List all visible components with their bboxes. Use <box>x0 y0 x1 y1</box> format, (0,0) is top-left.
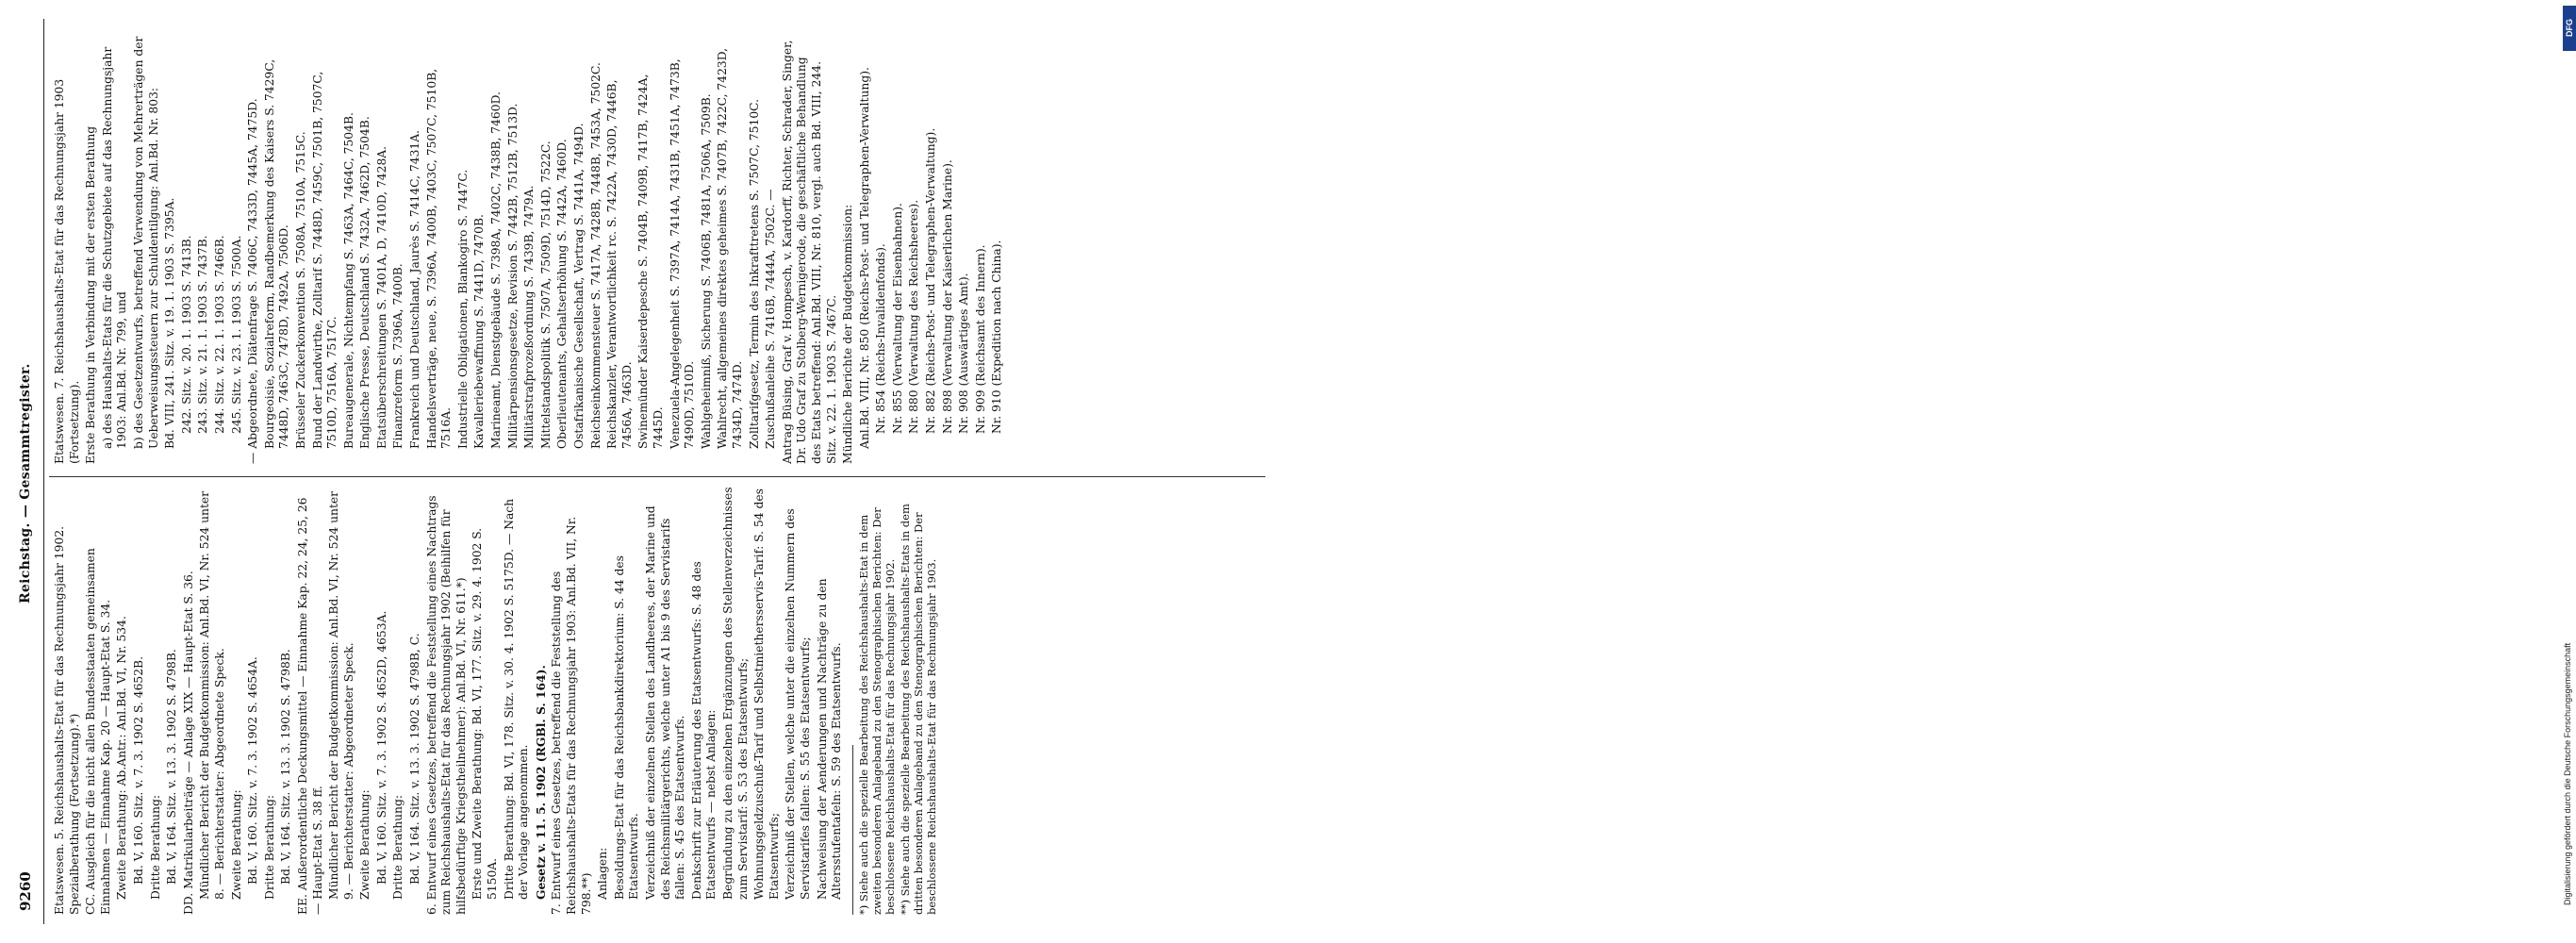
register-entry: Anlagen: <box>596 847 610 900</box>
register-entry: Wohnungsgeldzuschuß-Tarif und Selbstmiethersservis-Tarif: S. 54 des Etatsentwurfs; <box>752 488 781 900</box>
register-entry: Bd. V, 164. Sitz. v. 13. 3. 1902 S. 4798B. <box>165 649 179 885</box>
register-entry: Antrag Büsing, Graf v. Hompesch, v. Kardorff, Richter, Schrader, Singer, Dr. Udo Graf zu Stolberg-Wernigerode, die geschäftliche Behandlung des Etats betreffend: Anl.Bd. VIII, Nr. 810, vergl. auch Bd. VIII, 244. Sitz. v. 22. 1. 1903 S. 7467C. <box>780 40 838 464</box>
register-entry: Zolltarifgesetz, Termin des Inkrafttretens S. 7507C, 7510C. <box>747 98 761 449</box>
register-entry: Denkschrift zur Erläuterung des Etatsentwurfs: S. 48 des Etatsentwurfs — nebst Anlagen: <box>689 561 718 900</box>
register-entry: Mündlicher Bericht der Budgetkommission: Anl.Bd. VI, Nr. 524 unter 8. — Berichterstatter: Abgeordnete Speck. <box>198 490 226 900</box>
register-entry: Militärpensionsgesetze, Revision S. 7442B, 7512B, 7513D. <box>505 103 520 449</box>
register-entry: Swinemünder Kaiserdepesche S. 7404B, 7409B, 7417B, 7424A, 7445D. <box>636 74 665 449</box>
register-entry: Bund der Landwirthe, Zolltarif S. 7448D, 7459C, 7501B, 7507C, 7510D, 7516A, 7517C. <box>310 71 339 449</box>
register-entry: Mittelstandspolitik S. 7507A, 7509D, 7514D, 7522C. <box>538 141 553 449</box>
register-entry: Bourgeoisie, Sozialreform, Randbemerkung des Kaisers S. 7429C, 7448D, 7463C, 7478D, 7492A, 7506D. <box>262 58 291 449</box>
register-entry: Etatswesen. 5. Reichshaushalts-Etat für das Rechnungsjahr 1902. Spezialberathung (Fortsetzung).*) <box>53 525 81 915</box>
register-entry: Kavalleriebewaffnung S. 7441D, 7470B. <box>472 214 487 449</box>
register-entry: Mündliche Berichte der Budgetkommission: <box>841 204 855 464</box>
register-entry: Frankreich und Deutschland, Jaurès S. 7414C, 7431A. <box>408 129 422 449</box>
register-entry: Finanzreform S. 7396A, 7400B. <box>391 263 405 449</box>
register-entry: Venezuela-Angelegenheit S. 7397A, 7414A, 7431B, 7451A, 7473B, 7490D, 7510D. <box>668 58 697 449</box>
register-entry: Zuschußanleihe S. 7416B, 7444A, 7502C. — <box>764 189 778 449</box>
register-entry: Bd. V, 160. Sitz. v. 7. 3. 1902 S. 4652D, 4653A. <box>374 610 388 885</box>
register-entry: Verzeichniß der Stellen, welche unter die einzelnen Nummern des Servistarifes fallen: S. 55 des Etatsentwurfs; <box>784 508 812 900</box>
register-entry: Dritte Berathung: <box>148 795 162 900</box>
footnotes <box>857 486 938 915</box>
right-column <box>53 35 1269 464</box>
register-entry: Militärstrafprozeßordnung S. 7439B, 7479A. <box>522 185 537 449</box>
register-entry: Brüsseler Zuckerkonvention S. 7508A, 7510A, 7515C. <box>293 131 307 449</box>
register-entry: Wahlrecht, allgemeines direktes geheimes S. 7407B, 7422C, 7423D, 7434D, 7474D. <box>716 47 744 449</box>
register-entry: Reichseinkommensteuer S. 7417A, 7428B, 7448B, 7453A, 7502C. <box>588 62 603 449</box>
register-entry: Nr. 854 (Reichs-Invalidenfonds). <box>874 243 888 434</box>
register-entry: 244. Sitz. v. 22. 1. 1903 S. 7466B. <box>212 235 226 434</box>
register-entry: 7. Entwurf eines Gesetzes, betreffend die Feststellung des Reichshaushalts-Etats für das Rechnungsjahr 1903: Anl.Bd. VII, Nr. 798.**) <box>550 516 593 915</box>
right-entries <box>53 35 1005 464</box>
footnote-separator <box>852 745 853 915</box>
register-entry: Dritte Berathung: Bd. VI, 178. Sitz. v. 30. 4. 1902 S. 5175D. — Nach der Vorlage angenommen. <box>502 498 531 900</box>
register-entry: b) des Gesetzentwurfs, betreffend Verwendung von Mehrerträgen der Ueberweisungssteuern zur Schuldentilgung: Anl.Bd. Nr. 803: <box>131 36 160 449</box>
document-page <box>15 19 1279 924</box>
register-entry: Verzeichniß der einzelnen Stellen des Landheeres, der Marine und des Reichsmilitärgerichts, welche unter A1 bis 9 des Servistarifs fallen: S. 45 des Etatsentwurfs. <box>643 505 687 900</box>
register-entry: 243. Sitz. v. 21. 1. 1903 S. 7437B. <box>196 235 210 434</box>
register-entry: Nr. 898 (Verwaltung der Kaiserlichen Marine). <box>940 159 954 434</box>
register-entry: CC. Ausgleich für die nicht allen Bundesstaaten gemeinsamen Einnahmen — Einnahme Kap. 20 — Haupt-Etat S. 34. <box>84 548 112 915</box>
digitization-sidebar <box>1275 0 2574 943</box>
register-entry: Bd. V, 160. Sitz. v. 7. 3. 1902 S. 4654A. <box>246 656 260 885</box>
dfg-logo: DFG <box>2563 6 2576 51</box>
footnote: **) Siehe auch die spezielle Bearbeitung des Reichshaushalts-Etats in dem dritten besonderen Anlageband zu den Stenographischen Berichten: Der beschlossene Reichshaushalts-Etat für das Rechnungsjahr 1903. <box>898 504 938 915</box>
register-entry: Etatsüberschreitungen S. 7401A, D, 7410D, 7428A. <box>374 145 388 449</box>
register-entry: Nr. 910 (Expedition nach China). <box>990 240 1004 434</box>
register-entry: Industrielle Obligationen, Blankogiro S. 7447C. <box>455 169 470 449</box>
register-entry: DD. Matrikularbeiträge — Anlage XIX — Haupt-Etat S. 36. <box>181 571 195 915</box>
register-entry: Nr. 908 (Auswärtiges Amt). <box>957 273 971 434</box>
register-entry: Nr. 882 (Reichs-Post- und Telegraphen-Verwaltung). <box>924 127 938 434</box>
register-entry: Zweite Berathung: <box>358 789 372 900</box>
page-number: 9260 <box>17 871 34 911</box>
register-entry: Wahlgeheimniß, Sicherung S. 7406B, 7481A, 7506A, 7509B. <box>699 93 713 449</box>
register-entry: Anl.Bd. VIII, Nr. 850 (Reichs-Post- und Telegraphen-Verwaltung). <box>857 67 871 449</box>
register-entry: Bureaugenerale, Nichtempfang S. 7463A, 7464C, 7504B. <box>341 112 355 449</box>
register-entry: EE. Außerordentliche Deckungsmittel — Einnahme Kap. 22, 24, 25, 26 — Haupt-Etat S. 38 ff. <box>295 497 324 915</box>
register-entry: Ostafrikanische Gesellschaft, Vertrag S. 7441A, 7494D. <box>572 123 586 449</box>
register-entry: Dritte Berathung: <box>262 795 276 900</box>
register-entry: Erste und Zweite Berathung: Bd. VI, 177. Sitz. v. 29. 4. 1902 S. 5150A. <box>471 527 500 900</box>
register-entry: Begründung zu den einzelnen Ergänzungen des Stellenverzeichnisses zum Servistarif: S. 53 des Etatsentwurfs; <box>720 487 750 900</box>
register-entry: Marineamt, Dienstgebäude S. 7398A, 7402C, 7438B, 7460D. <box>489 91 504 449</box>
register-entry: Bd. VIII, 241. Sitz. v. 19. 1. 1903 S. 7395A. <box>163 197 177 449</box>
dfg-funding-note: Digitalisierung gefördert durch die Deutsche Forschungsgemeinschaft <box>2563 642 2572 905</box>
register-entry: Nachweisung der Aenderungen und Nachträge zu den Altersstufentafeln: S. 59 des Etatsentwurfs. <box>815 578 844 900</box>
register-entry: 6. Entwurf eines Gesetzes, betreffend die Feststellung eines Nachtrags zum Reichshaushalts-Etat für das Rechnungsjahr 1902 (Beihilfen für hilfsbedürftige Kriegstheilnehmer): Anl.Bd. VI, Nr. 611.*) <box>424 495 468 915</box>
register-entry: Besoldungs-Etat für das Reichsbankdirektorium: S. 44 des Etatsentwurfs. <box>612 555 641 900</box>
register-entry: Nr. 909 (Reichsamt des Innern). <box>973 244 987 434</box>
left-entries <box>53 486 845 915</box>
register-entry: a) des Haushalts-Etats für die Schutzgebiete auf das Rechnungsjahr 1903: Anl.Bd. Nr. 799, und <box>100 46 129 449</box>
footnote: *) Siehe auch die spezielle Bearbeitung des Reichshaushalts-Etat in dem zweiten besonderen Anlageband zu den Stenographischen Berichten: Der beschlossene Reichshaushalts-Etat für das Rechnungsjahr 1902. <box>856 507 897 915</box>
register-entry: Gesetz v. 11. 5. 1902 (RGBl. S. 164). <box>533 665 548 900</box>
register-entry: Oberlieutenants, Gehaltserhöhung S. 7442A, 7460D. <box>555 139 570 449</box>
register-entry: Handelsverträge, neue, S. 7396A, 7400B, 7403C, 7507C, 7510B, 7516A. <box>424 68 454 449</box>
left-column <box>53 486 1269 915</box>
page-header <box>15 19 44 924</box>
register-entry: Bd. V, 160. Sitz. v. 7. 3. 1902 S. 4652B. <box>131 656 145 885</box>
register-entry: 245. Sitz. v. 23. 1. 1903 S. 7500A. <box>229 235 243 434</box>
register-entry: Nr. 855 (Verwaltung der Eisenbahnen). <box>890 203 904 434</box>
register-entry: 242. Sitz. v. 20. 1. 1903 S. 7413B. <box>179 235 193 434</box>
register-entry: Zweite Berathung: Ab.Antr.: Anl.Bd. VI, Nr. 534. <box>115 616 129 900</box>
register-entry: Englische Presse, Deutschland S. 7432A, 7462D, 7504B. <box>358 116 372 449</box>
register-entry: Nr. 880 (Verwaltung des Reichsheeres). <box>907 199 921 434</box>
register-entry: — Abgeordnete, Diätenfrage S. 7406C, 7433D, 7445A, 7475D. <box>246 98 260 464</box>
register-entry: Bd. V, 164. Sitz. v. 13. 3. 1902 S. 4798B, C. <box>408 633 422 885</box>
register-entry: Reichskanzler, Verantwortlichkeit rc. S. 7422A, 7430D, 7446B, 7456A, 7463D. <box>605 79 634 449</box>
register-entry: Etatswesen. 7. Reichshaushalts-Etat für das Rechnungsjahr 1903 (Fortsetzung). <box>53 78 81 464</box>
register-entry: Bd. V, 164. Sitz. v. 13. 3. 1902 S. 4798B. <box>279 649 293 885</box>
register-entry: Zweite Berathung: <box>229 789 243 900</box>
register-entry: Erste Berathung in Verbindung mit der ersten Berathung <box>84 125 98 464</box>
running-title: Reichstag. — Gesammtregister. <box>18 363 33 604</box>
register-entry: Dritte Berathung: <box>391 795 405 900</box>
column-divider <box>49 476 1265 477</box>
register-entry: Mündlicher Bericht der Budgetkommission: Anl.Bd. VI, Nr. 524 unter 9. — Berichterstatter: Abgeordneter Speck. <box>327 490 355 900</box>
